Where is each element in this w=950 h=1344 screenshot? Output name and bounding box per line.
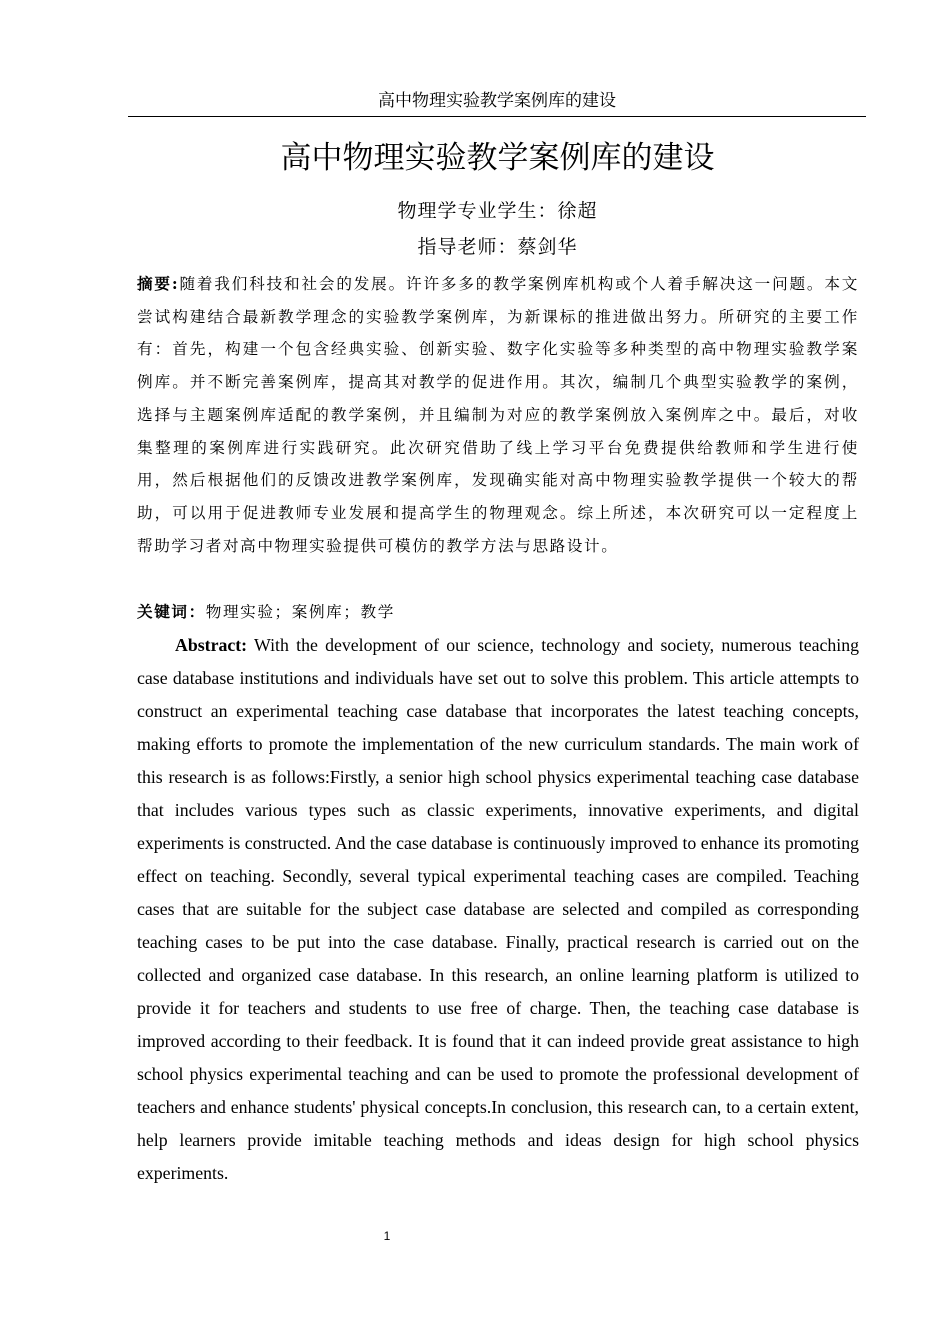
- chinese-abstract-label: 摘要:: [137, 274, 180, 293]
- english-abstract-text: With the development of our science, technology and society, numerous teaching case database institutions and individuals have set out to solve this problem. This article attempts to construct an experimental teaching case database that incorporates the latest teaching concepts, making efforts to promote the implementation of the new curriculum standards. The main work of this research is as follows:Firstly, a senior high school physics experimental teaching case database that includes various types such as classic experiments, innovative experiments, and digital experiments is constructed. And the case database is continuously improved to enhance its promoting effect on teaching. Secondly, several typical experimental teaching cases are compiled. Teaching cases that are suitable for the subject case database are selected and compiled as corresponding teaching cases to be put into the case database. Finally, practical research is carried out on the collected and organized case database. In this research, an online learning platform is utilized to provide it for teachers and students to use free of charge. Then, the teaching case database is improved according to their feedback. It is found that it can indeed provide great assistance to high school physics experimental teaching and can be used to promote the professional development of teachers and enhance students' physical concepts.In conclusion, this research can, to a certain extent, help learners provide imitable teaching methods and ideas design for high school physics experiments.: [137, 635, 859, 1183]
- english-abstract: [137, 629, 859, 1190]
- paper-title: 高中物理实验教学案例库的建设: [280, 140, 715, 176]
- chinese-keywords-label: 关键词：: [137, 602, 206, 621]
- chinese-abstract-text: 随着我们科技和社会的发展。许许多多的教学案例库机构或个人着手解决这一问题。本文尝试构建结合最新教学理念的实验教学案例库，为新课标的推进做出努力。所研究的主要工作有：首先，构建一个包含经典实验、创新实验、数字化实验等多种类型的高中物理实验教学案例库。并不断完善案例库，提高其对教学的促进作用。其次，编制几个典型实验教学的案例，选择与主题案例库适配的教学案例，并且编制为对应的教学案例放入案例库之中。最后，对收集整理的案例库进行实践研究。此次研究借助了线上学习平台免费提供给教师和学生进行使用，然后根据他们的反馈改进教学案例库，发现确实能对高中物理实验教学提供一个较大的帮助，可以用于促进教师专业发展和提高学生的物理观念。综上所述，本次研究可以一定程度上帮助学习者对高中物理实验提供可模仿的教学方法与思路设计。: [137, 275, 859, 555]
- author-line: 物理学专业学生：徐超: [397, 200, 598, 222]
- advisor-line: 指导老师：蔡剑华: [417, 236, 578, 258]
- chinese-keywords: [137, 596, 859, 628]
- english-abstract-label: Abstract:: [175, 635, 248, 655]
- chinese-keywords-text: 物理实验；案例库；教学: [205, 603, 395, 621]
- running-header: 高中物理实验教学案例库的建设: [128, 88, 866, 117]
- chinese-abstract: [137, 268, 859, 562]
- page-number: 1: [383, 1229, 391, 1243]
